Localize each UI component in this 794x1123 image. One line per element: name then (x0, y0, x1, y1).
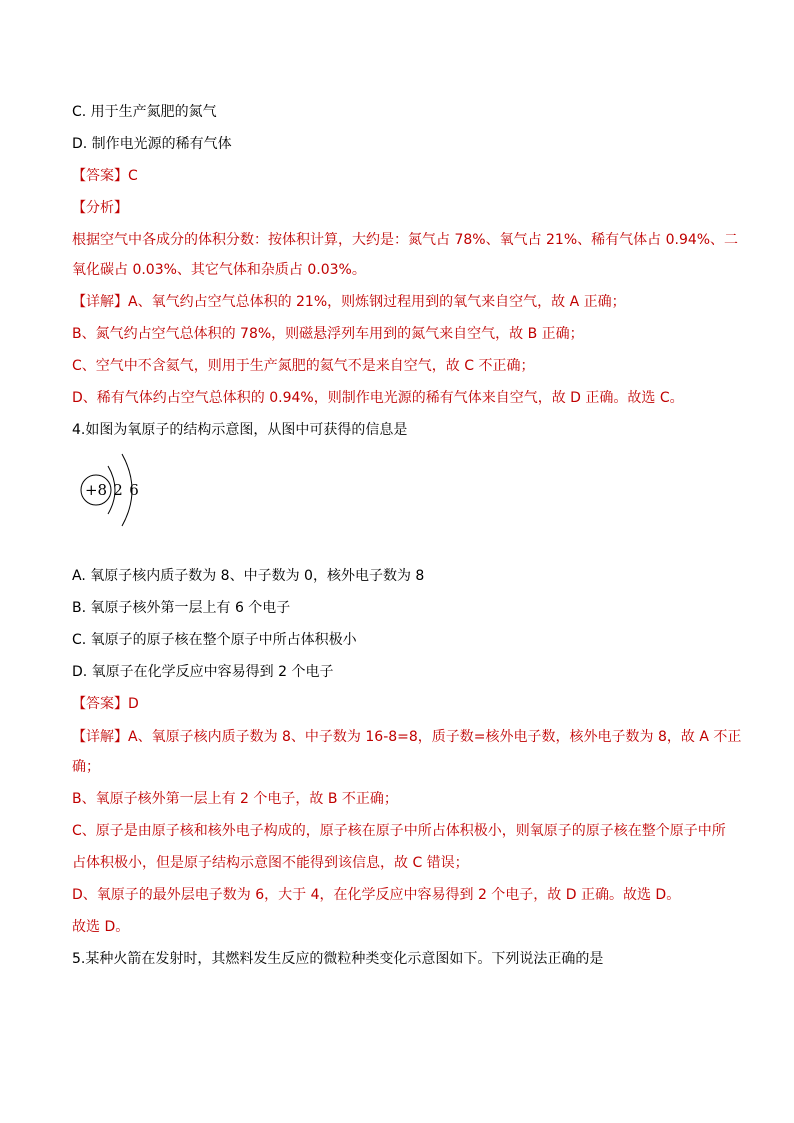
q3-analysis-line2: 氧化碳占 0.03%、其它气体和杂质占 0.03%。 (72, 262, 366, 278)
q4-answer (72, 694, 139, 714)
q4-option-c: C. 氧原子的原子核在整个原子中所占体积极小 (72, 632, 357, 648)
q3-answer (72, 166, 138, 186)
detail-a-text: A、氧气约占空气总体积的 21%，则炼钢过程用到的氧气来自空气，故 A 正确； (128, 294, 626, 310)
q4-detail-a2: 确； (72, 759, 100, 775)
q3-analysis-line1: 根据空气中各成分的体积分数：按体积计算，大约是：氮气占 78%、氧气占 21%、稀有气体占 0.94%、二 (72, 232, 739, 248)
q4-detail-c1: C、原子是由原子核和核外电子构成的，原子核在原子中所占体积极小，则氧原子的原子核在整个原子中所 (72, 823, 726, 839)
detail-a1-text: A、氧原子核内质子数为 8、中子数为 16-8=8，质子数=核外电子数，核外电子数为 8，故 A 不正 (128, 729, 742, 745)
q4-detail-b: B、氧原子核外第一层上有 2 个电子，故 B 不正确； (72, 791, 398, 807)
q3-analysis-tag: 【分析】 (72, 200, 128, 216)
q3-detail-b: B、氮气约占空气总体积的 78%，则磁悬浮列车用到的氮气来自空气，故 B 正确； (72, 326, 584, 342)
answer-value: C (128, 168, 138, 184)
q4-final: 故选 D。 (72, 919, 130, 935)
q4-detail-c2: 占体积极小，但是原子结构示意图不能得到该信息，故 C 错误； (72, 855, 469, 871)
oxygen-atom-diagram (78, 452, 168, 530)
q5-stem: 5.某种火箭在发射时，其燃料发生反应的微粒种类变化示意图如下。下列说法正确的是 (72, 951, 604, 967)
q4-option-d: D. 氧原子在化学反应中容易得到 2 个电子 (72, 664, 334, 680)
answer-tag: 【答案】 (72, 168, 128, 184)
nucleus-charge: +8 (84, 481, 108, 499)
q3-option-d: D. 制作电光源的稀有气体 (72, 136, 232, 152)
q4-stem: 4.如图为氧原子的结构示意图，从图中可获得的信息是 (72, 422, 408, 438)
q3-detail-d: D、稀有气体约占空气总体积的 0.94%，则制作电光源的稀有气体来自空气，故 D 正确。故选 C。 (72, 390, 684, 406)
shell1-electrons: 2 (113, 481, 123, 499)
q4-detail-d: D、氧原子的最外层电子数为 6，大于 4，在化学反应中容易得到 2 个电子，故 D 正确。故选 D。 (72, 887, 681, 903)
shell2-electrons: 6 (129, 481, 139, 499)
detail-tag: 【详解】 (72, 729, 128, 745)
answer-value: D (128, 696, 139, 712)
q4-option-b: B. 氧原子核外第一层上有 6 个电子 (72, 600, 291, 616)
answer-tag: 【答案】 (72, 696, 128, 712)
q3-detail-c: C、空气中不含氦气，则用于生产氮肥的氦气不是来自空气，故 C 不正确； (72, 358, 535, 374)
q4-detail-a1 (72, 727, 741, 747)
q3-detail-a (72, 292, 626, 312)
q4-option-a: A. 氧原子核内质子数为 8、中子数为 0，核外电子数为 8 (72, 568, 425, 584)
detail-tag: 【详解】 (72, 294, 128, 310)
q3-option-c: C. 用于生产氮肥的氮气 (72, 104, 217, 120)
